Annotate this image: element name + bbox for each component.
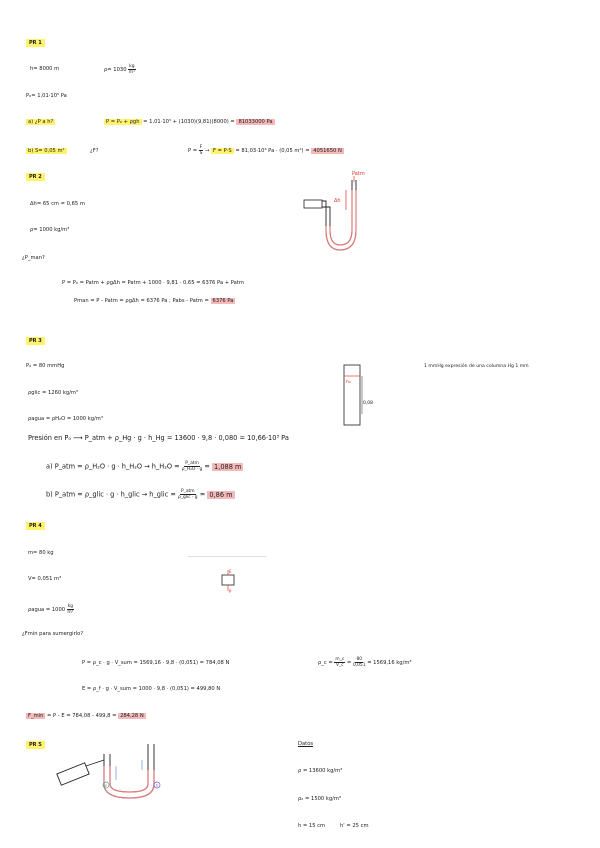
p1-height: h= 8000 m xyxy=(30,66,60,72)
p5-dato-2: ρ₂ = 1500 kg/m³ xyxy=(298,796,342,802)
p1-equation-a-body: = 1,01·10⁵ + (1030)(9,81)(8000) = xyxy=(143,119,235,125)
section-header-pr3: PR 3 xyxy=(26,337,45,345)
p4-result: 284,28 N xyxy=(120,713,144,719)
p1-question-a xyxy=(26,119,55,126)
p3-rho-agua: ρagua = ρH₂O = 1000 kg/m³ xyxy=(28,416,103,422)
p1-density-label: ρ= 1030 xyxy=(104,67,127,73)
p5-utube-figure xyxy=(56,740,176,806)
p2-density: ρ= 1000 kg/m³ xyxy=(30,227,70,233)
p1-question-a-label: a) ¿P a h? xyxy=(28,119,54,125)
p3-result-a: 1,088 m xyxy=(214,462,242,471)
p4-mass: m= 80 kg xyxy=(28,550,54,556)
p4-volume: V= 0,051 m³ xyxy=(28,576,62,582)
p1-equation-a xyxy=(104,119,275,126)
p3-presion: Presión en P₀ ⟶ P_atm + ρ_Hg · g · h_Hg = 13600 · 9,8 · 0,080 = 10,66·10³ Pa xyxy=(28,434,289,442)
p1-equation-a-label: P = P₀ + ρgh xyxy=(106,119,140,125)
p1-p0: P₀= 1,01·10⁵ Pa xyxy=(26,93,67,99)
p3-note: 1 mmHg expresión de una columna Hg 1 mm xyxy=(424,364,529,369)
p2-delta-h: Δh= 65 cm = 0,65 m xyxy=(30,201,85,207)
p4-density: ρagua = 1000 $\frac{kg}{\text{m³}}$ xyxy=(28,604,74,615)
p4-fmin-label: F_min xyxy=(28,713,44,719)
p3-part-a: a) P_atm = ρ_H₂O · g · h_H₂O → h_H₂O = $\frac{\text{P\_atm}}{\text{ρ\_H₂O · g}}$ = 1,088 m xyxy=(46,461,242,472)
p2-fig-dh-label: Δh xyxy=(334,198,341,204)
p2-line2: Pman = P - Patm = ρgΔh = 6376 Pa ; Pabs - Patm = 6376 Pa xyxy=(74,298,234,304)
p1-result-b: 4051650 N xyxy=(313,148,342,154)
p3-p0: P₀ = 80 mmHg xyxy=(26,363,65,369)
p5-dato-1: ρ = 13600 kg/m³ xyxy=(298,768,343,774)
p1-result-a: 81033000 Pa xyxy=(238,119,273,125)
p1-density-unit: $\frac{kg}{\text{m³}}$ xyxy=(128,64,135,75)
p4-fig-bottom-label: P xyxy=(229,589,232,594)
p5-datos: Datos xyxy=(298,741,314,747)
p5-dato-3: h = 15 cm xyxy=(298,823,326,829)
p2-manometer-figure xyxy=(296,170,376,260)
p5-dato-4: h' = 25 cm xyxy=(340,823,369,829)
p3-tube-figure xyxy=(340,360,380,430)
p1-question-b xyxy=(26,148,67,155)
p4-weight-eq: P = ρ_c · g · V_sum = 1569,16 · 9,8 · (0,051) = 784,08 N xyxy=(82,660,230,666)
p4-question: ¿Fmin para sumergirlo? xyxy=(22,631,84,637)
p4-fig-top-label: E xyxy=(229,569,232,574)
p3-result-b: 0,86 m xyxy=(209,490,233,499)
p4-rho-c: ρ_c = $\frac{m\_c}{V\_c}$ = $\frac{80}{0,051}$ = 1569,16 kg/m³ xyxy=(318,657,412,668)
p5-fig-point-b: b xyxy=(155,783,159,788)
p1-question-b-ask: ¿F? xyxy=(90,148,99,154)
p2-question: ¿P_man? xyxy=(22,255,45,261)
p1-question-b-label: b) S= 0,05 m² xyxy=(28,148,65,154)
p1-density xyxy=(104,64,136,75)
p3-fig-h-label: h₀ xyxy=(346,380,351,385)
p2-result: 6376 Pa xyxy=(212,298,234,304)
section-header-pr2: PR 2 xyxy=(26,173,45,181)
p4-divider xyxy=(188,556,266,557)
p3-rho-glicerina: ρglic = 1260 kg/m³ xyxy=(28,390,78,396)
section-header-pr5: PR 5 xyxy=(26,741,45,749)
p1-equation-b-label: F = P·S xyxy=(212,148,232,154)
p4-fmin: F_min = P - E = 784,08 - 499,8 = 284,28 N xyxy=(28,713,144,719)
p4-body-figure xyxy=(218,568,238,594)
section-header-pr4: PR 4 xyxy=(26,522,45,530)
p3-fig-value: 0,08 xyxy=(363,401,374,406)
p3-part-b: b) P_atm = ρ_glic · g · h_glic → h_glic = $\frac{\text{P\_atm}}{\text{ρ\_glic · g}}$ = 0,86 m xyxy=(46,489,233,500)
p5-fig-point-a: a xyxy=(104,783,108,788)
p4-buoyancy-eq: E = ρ_f · g · V_sum = 1000 · 9,8 · (0,051) = 499,80 N xyxy=(82,686,221,692)
p2-line1: P = P₀ = Patm + ρgΔh = Patm + 1000 · 9,81 · 0,65 = 6376 Pa + Patm xyxy=(62,280,244,286)
p2-fig-patm-label: Patm xyxy=(352,171,365,177)
p1-equation-b: P = $\frac{F}{S}$ → F = P·S = 81,03·10⁶ Pa · (0,05 m²) = 4051650 N xyxy=(188,145,342,156)
section-header-pr1: PR 1 xyxy=(26,39,45,47)
